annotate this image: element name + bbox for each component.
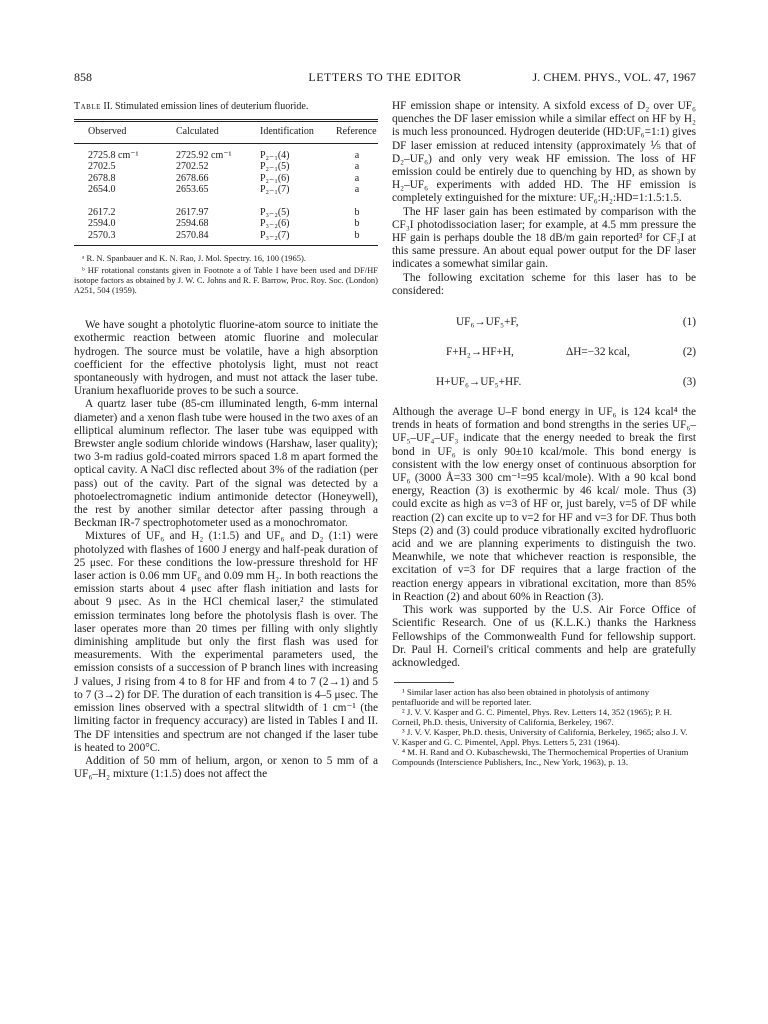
cell-calculated: 2570.84	[176, 229, 209, 241]
cell-reference: a	[354, 161, 360, 173]
cell-identification: P₂₋₁(7)	[260, 184, 290, 196]
equation-enthalpy: ΔH=−32 kcal,	[566, 346, 630, 359]
table-caption	[74, 100, 378, 113]
table-row	[74, 218, 378, 230]
table-row	[74, 173, 378, 185]
cell-identification: P₂₋₁(4)	[260, 149, 290, 161]
footnote-4: ⁴ M. H. Rand and O. Kubaschewski, The Thermochemical Properties of Uranium Compounds (Interscience Publishers, Inc., New York, 1963), p. 13.	[392, 747, 689, 768]
footnote-3: ³ J. V. V. Kasper, Ph.D. thesis, University of California, Berkeley, 1965; also J. V. V. Kasper and G. C. Pimentel, Appl. Phys. Letters 5, 231 (1964).	[392, 727, 688, 748]
footnotes	[392, 682, 696, 767]
table-footnotes	[74, 253, 378, 295]
body-paragraph: HF emission shape or intensity. A sixfold excess of D₂ over UF₆ quenches the DF laser emission while a similar effect on HF by H₂ is much less pronounced. Hydrogen deuteride (HD:UF₆=1:1) gives DF laser emission at reduced intensity (approximately ⅕ that of D₂–UF₆) and only very weak HF emission. The loss of HF emission could be entirely due to quenching by HD, as shown by H₂–UF₆ experiments with added HD. The HF emission is completely extinguished for the mixture: UF₆:H₂:HD=1:1.5:1.5.	[392, 100, 696, 205]
running-title: LETTERS TO THE EDITOR	[308, 70, 462, 84]
cell-calculated: 2678.66	[176, 172, 209, 184]
body-paragraph: We have sought a photolytic fluorine-atom source to initiate the exothermic reaction between atomic fluorine and molecular hydrogen. The source must be volatile, have a high absorption coefficient for the effective photolysis light, must not react spontaneously with hydrogen, and must not attack the laser tube. Uranium hexafluoride proves to be such a source.	[74, 319, 378, 398]
equation-expression: UF₆→UF₅+F,	[456, 316, 519, 329]
table-bottom-rule	[74, 245, 378, 246]
col-header-calculated: Calculated	[176, 126, 219, 138]
body-paragraph: The following excitation scheme for this laser has to be considered:	[392, 271, 696, 297]
equation-expression: H+UF₆→UF₅+HF.	[436, 376, 522, 389]
table-header-rule	[74, 143, 378, 144]
body-paragraph: Although the average U–F bond energy in UF₆ is 124 kcal⁴ the trends in heats of formation and bond strengths in the series UF₆–UF₅–UF₄–UF₃ indicate that the energy needed to break the first bond in UF₆ is only 90±10 kcal/mole. This bond energy is consistent with the low energy onset of continuous absorption for UF₆ (3000 Å=33 300 cm⁻¹=95 kcal/mole). With a 90 kcal bond energy, Reaction (3) is exothermic by 46 kcal/ mole. Thus (3) could excite as high as v=3 of HF or, just barely, v=5 of DF while reaction (2) can excite up to v=2 for HF and v=3 for DF. Thus both Steps (2) and (3) could produce vibrationally excited hydrofluoric acid and we are planning experiments to distinguish the two. Meanwhile, we note that whichever reaction is responsible, the excitation of v=3 for DF requires that a large fraction of the reaction energy appears in vibrational excitation, more than 85% in Reaction (2) and about 60% in Reaction (3).	[392, 406, 696, 603]
cell-identification: P₃₋₂(5)	[260, 206, 290, 218]
cell-reference: a	[354, 149, 360, 161]
body-paragraph: The HF laser gain has been estimated by comparison with the CF₃I photodissociation laser; for example, at 4.5 mm pressure the HF gain is perhaps double the 18 dB/m gain reported³ for CF₃I at this same pressure. An about equal power output for the DF laser indicates a somewhat similar gain.	[392, 205, 696, 271]
table-caption-text: II. Stimulated emission lines of deuterium fluoride.	[100, 101, 309, 112]
page-number: 858	[74, 70, 92, 84]
journal-citation: J. CHEM. PHYS., VOL. 47, 1967	[532, 70, 696, 84]
cell-observed: 2725.8 cm⁻¹	[88, 149, 139, 161]
cell-reference: b	[354, 218, 360, 230]
cell-calculated: 2617.97	[176, 206, 209, 218]
cell-reference: a	[354, 184, 360, 196]
cell-identification: P₃₋₂(6)	[260, 218, 290, 230]
cell-observed: 2702.5	[88, 161, 116, 173]
table-row	[74, 161, 378, 173]
cell-observed: 2654.0	[88, 184, 116, 196]
table-row	[74, 150, 378, 162]
cell-identification: P₂₋₁(6)	[260, 172, 290, 184]
cell-observed: 2617.2	[88, 206, 116, 218]
footnote-rule	[394, 682, 454, 683]
cell-identification: P₂₋₁(5)	[260, 161, 290, 173]
cell-calculated: 2653.65	[176, 184, 209, 196]
table-footnote-a: ᵃ R. N. Spanbauer and K. N. Rao, J. Mol. Spectry. 16, 100 (1965).	[82, 253, 306, 264]
running-header	[74, 70, 696, 86]
cell-reference: b	[354, 206, 360, 218]
equation-expression: F+H₂→HF+H,	[446, 346, 514, 359]
footnote-1: ¹ Similar laser action has also been obtained in photolysis of antimony pentafluoride and will be reported later.	[392, 687, 650, 708]
col-header-reference: Reference	[336, 126, 377, 138]
col-header-observed: Observed	[88, 126, 127, 138]
cell-observed: 2678.8	[88, 172, 116, 184]
cell-observed: 2570.3	[88, 229, 116, 241]
cell-calculated: 2725.92 cm⁻¹	[176, 149, 232, 161]
equation-number: (3)	[682, 376, 696, 389]
table-row	[74, 184, 378, 196]
body-paragraph: A quartz laser tube (85-cm illuminated length, 6-mm internal diameter) and a xenon flash tube were housed in the two axes of an elliptical aluminum reflector. The laser tube was equipped with Brewster angle sodium chloride windows (Harshaw, laser quality); two 3-m radius gold-coated mirrors spaced 1.8 m apart formed the optical cavity. A NaCl disc reflected about 3% of the radiation (per pass) out of the cavity. Part of the signal was detected by a photoelectromagnetic indium antimonide detector (Honeywell), the rest by another similar detector after passing through a Beckman IR-7 spectrophotometer used as a monochromator.	[74, 398, 378, 530]
col-header-identification: Identification	[260, 126, 314, 138]
equation-2	[392, 338, 696, 368]
table-row	[74, 207, 378, 219]
body-paragraph: Mixtures of UF₆ and H₂ (1:1.5) and UF₆ and D₂ (1:1) were photolyzed with flashes of 1600 J energy and half-peak duration of 25 μsec. For these conditions the low-pressure threshold for HF laser action is 0.06 mm UF₆ and 0.09 mm H₂. In both reactions the emission starts about 4 μsec after flash initiation and lasts for about 9 μsec. As in the HCl chemical laser,² the stimulated emission terminates long before the photolysis flash is over. The laser operates more than 20 times per filling with only slightly diminishing amplitude but only the first flash was used for measurements. With the experimental parameters used, the emission consists of a succession of P branch lines with increasing J values, J rising from 4 to 8 for HF and from 4 to 7 (2→1) and 5 to 7 (3→2) for DF. The duration of each transition is 4–5 μsec. The emission lines observed with a spectral slitwidth of 1 cm⁻¹ (the limiting factor in frequency accuracy) are listed in Tables I and II. The DF intensities and spectrum are not changed if the laser tube is heated to 200°C.	[74, 530, 378, 754]
cell-identification: P₃₋₂(7)	[260, 229, 290, 241]
table-footnote-b: ᵇ HF rotational constants given in Footnote a of Table I have been used and DF/HF isotope factors as obtained by J. W. C. Johns and R. F. Barrow, Proc. Roy. Soc. (London) A251, 504 (1959).	[74, 265, 378, 296]
equation-3	[392, 368, 696, 398]
equation-number: (1)	[682, 316, 696, 329]
right-column	[392, 100, 696, 767]
left-column	[74, 100, 378, 781]
cell-calculated: 2594.68	[176, 218, 209, 230]
table-caption-label: Table	[74, 101, 101, 112]
cell-calculated: 2702.52	[176, 161, 209, 173]
emission-lines-table	[74, 122, 378, 246]
body-paragraph: Addition of 50 mm of helium, argon, or xenon to 5 mm of a UF₆–H₂ mixture (1:1.5) does not affect the	[74, 754, 378, 781]
equation-1	[392, 308, 696, 338]
cell-reference: a	[354, 172, 360, 184]
equation-number: (2)	[682, 346, 696, 359]
cell-observed: 2594.0	[88, 218, 116, 230]
footnote-2: ² J. V. V. Kasper and G. C. Pimentel, Phys. Rev. Letters 14, 352 (1965); P. H. Corneil, Ph.D. thesis, University of California, Berkeley, 1967.	[392, 707, 672, 728]
cell-reference: b	[354, 229, 360, 241]
table-row	[74, 230, 378, 242]
body-paragraph: This work was supported by the U.S. Air Force Office of Scientific Research. One of us (K.L.K.) thanks the Harkness Fellowships of the Commonwealth Fund for fellowship support. Dr. Paul H. Corneil's critical comments and help are gratefully acknowledged.	[392, 604, 696, 669]
table-header-row	[74, 122, 378, 143]
